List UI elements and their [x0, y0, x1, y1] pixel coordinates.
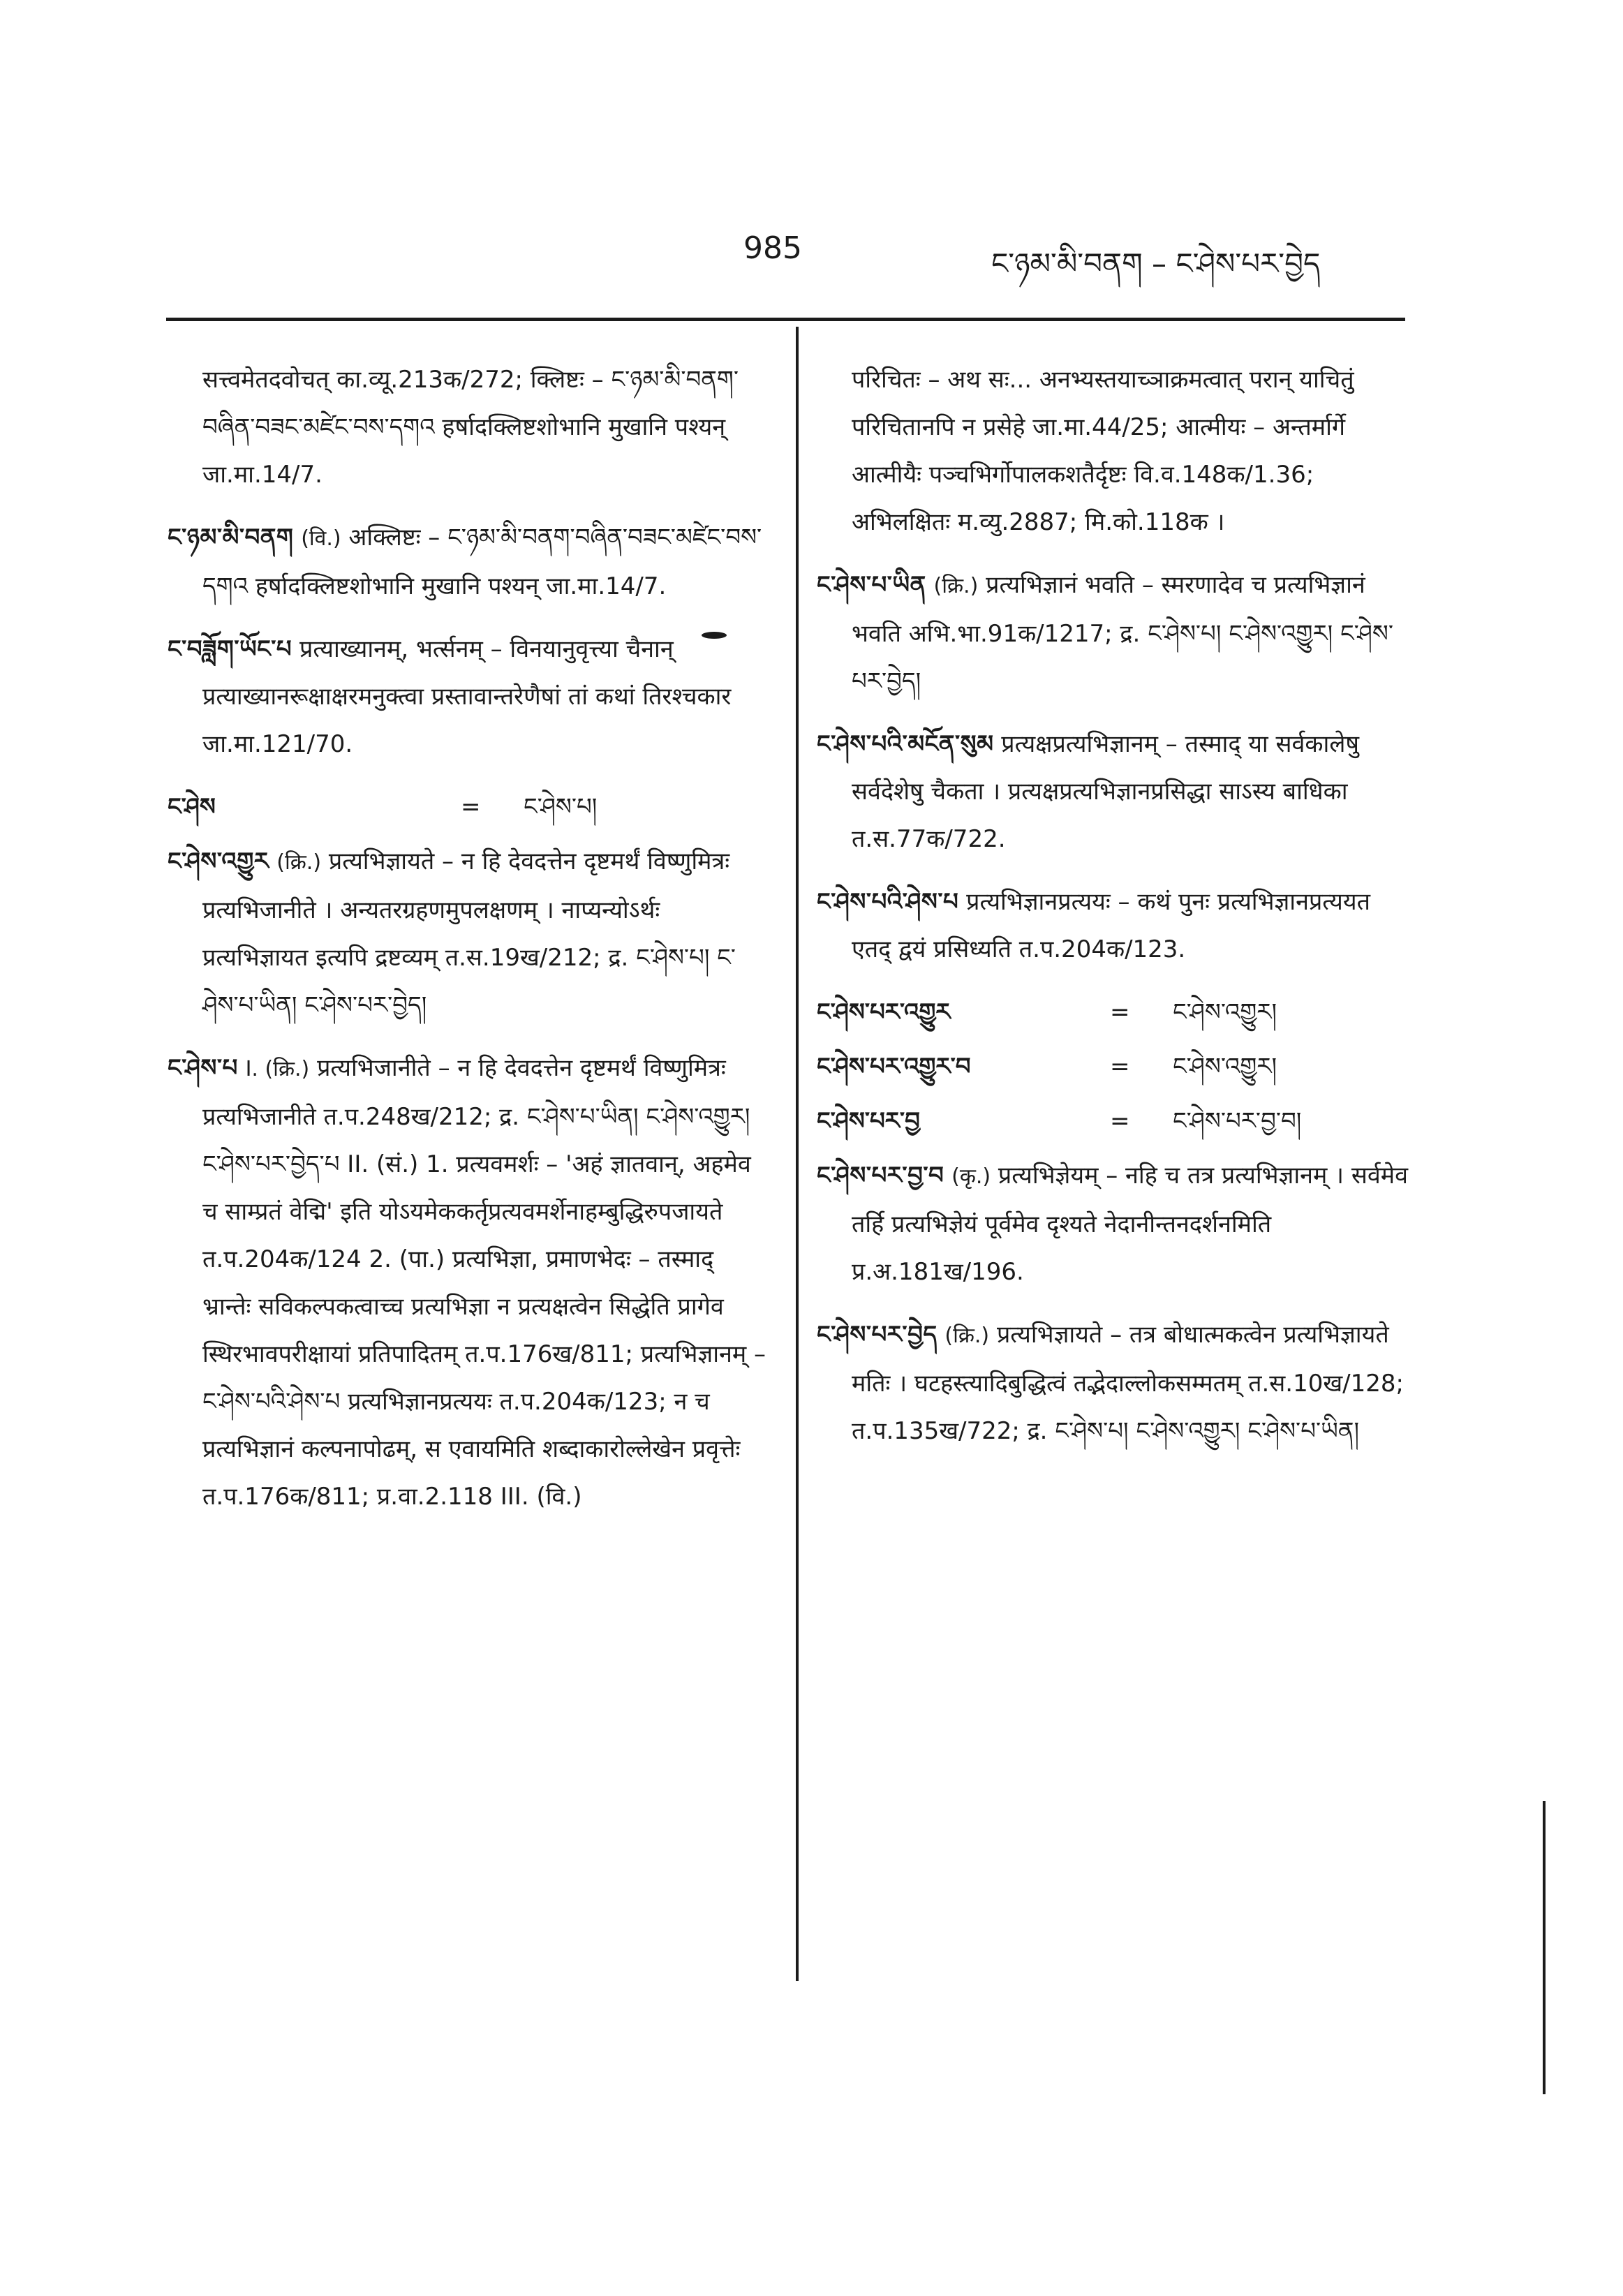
dictionary-entry — [168, 1044, 768, 1520]
entry-definition: प्रत्यभिज्ञानप्रत्ययः – कथं पुनः प्रत्यभिज्ञानप्रत्ययत एतद् द्वयं प्रसिध्यति त.प.204क/123. — [852, 888, 1370, 963]
entry-definition: प्रत्यभिज्ञेयम् – नहि च तत्र प्रत्यभिज्ञानम् । सर्वमेव तर्हि प्रत्यभिज्ञेयं पूर्वमेव दृश्यते नेदानीन्तनदर्शनमिति प्र.अ.181ख/196. — [852, 1162, 1408, 1286]
entry-grammar: I. (क्रि.) — [245, 1057, 310, 1081]
equals-sign: = — [1110, 1107, 1130, 1135]
entry-headword: ང་ཤེས་པའི་ཤེས་པ — [817, 888, 959, 916]
entry-definition: प्रत्यभिज्ञायते – तत्र बोधात्मकत्वेन प्रत्यभिज्ञायते मतिः । घटहस्त्यादिबुद्धित्वं तद्भेदाल्लोकसम्मतम् त.स.10ख/128; त.प.135ख/722; द्र. ང་ཤེས་པ། ང་ཤེས་འགྱུར། ང་ཤེས་པ་ཡིན། — [852, 1321, 1404, 1445]
cross-ref-headword: ང་ཤེས་པར་འགྱུར — [817, 998, 951, 1026]
dictionary-entry — [817, 720, 1417, 863]
equals-sign: = — [461, 793, 481, 821]
entry-grammar: (क्रि.) — [944, 1324, 990, 1348]
entry-definition: प्रत्यभिज्ञानं भवति – स्मरणादेव च प्रत्यभिज्ञानं भवति अभि.भा.91क/1217; द्र. ང་ཤེས་པ། ང་ཤེས་འགྱུར། ང་ཤེས་པར་བྱེད། — [852, 571, 1393, 695]
page-number: 985 — [743, 230, 802, 266]
entry-headword: ང་ཤེས་པར་བྱེད — [817, 1321, 938, 1349]
entry-headword: ང་བཟློག་ཡོང་པ — [168, 635, 292, 663]
entry-definition: प्रत्यभिजानीते – न हि देवदत्तेन दृष्टमर्थं विष्णुमित्रः प्रत्यभिजानीते त.प.248ख/212; द्र. ང་ཤེས་པ་ཡིན། ང་ཤེས་འགྱུར། ང་ཤེས་པར་བྱེད་པ II. (सं.) 1. प्रत्यवमर्शः – 'अहं ज्ञातवान्, अहमेव च साम्प्रतं वेद्मि' इति योऽयमेककर्तृप्रत्यवमर्शेनाहम्बुद्धिरुपजायते त.प.204क/124 2. (पा.) प्रत्यभिज्ञा, प्रमाणभेदः – तस्माद् भ्रान्तेः सविकल्पकत्वाच्च प्रत्यभिज्ञा न प्रत्यक्षत्वेन सिद्धेति प्रागेव स्थिरभावपरीक्षायां प्रतिपादितम् त.प.176ख/811; प्रत्यभिज्ञानम् – ང་ཤེས་པའི་ཤེས་པ प्रत्यभिज्ञानप्रत्ययः त.प.204क/123; न च प्रत्यभिज्ञानं कल्पनापोढम्, स एवायमिति शब्दाकारोल्लेखेन प्रवृत्तेः त.प.176क/811; प्र.वा.2.118 III. (वि.) — [202, 1054, 766, 1511]
entry-continuation: सत्त्वमेतदवोचत् का.व्यू.213क/272; क्लिष्टः – ང་ཉམ་མི་བནག་བཞིན་བཟང་མཛེང་བས་དགའ हर्षादक्लिष्टशोभानि मुखानि पश्यन् जा.मा.14/7. — [202, 366, 739, 489]
cross-reference — [817, 1043, 1417, 1090]
cross-reference — [817, 988, 1417, 1036]
margin-bar — [1543, 1801, 1546, 2094]
entry-definition: प्रत्यक्षप्रत्यभिज्ञानम् – तस्माद् या सर्वकालेषु सर्वदेशेषु चैकता । प्रत्यक्षप्रत्यभिज्ञानप्रसिद्धा साऽस्य बाधिका त.स.77क/722. — [852, 730, 1360, 853]
dictionary-entry — [817, 1152, 1417, 1296]
left-column — [168, 356, 768, 1536]
header-rule — [166, 318, 1405, 321]
entry-grammar: (क्रि.) — [276, 850, 322, 875]
equals-sign: = — [1110, 1053, 1130, 1081]
cross-ref-target: ང་ཤེས་འགྱུར། — [1173, 998, 1277, 1026]
cross-ref-headword: ང་ཤེས་པར་བྱ — [817, 1107, 920, 1135]
cross-ref-target: ང་ཤེས་པ། — [524, 793, 598, 821]
entry-definition: प्रत्यभिज्ञायते – न हि देवदत्तेन दृष्टमर्थं विष्णुमित्रः प्रत्यभिजानीते । अन्यतरग्रहणमुपलक्षणम् । नाप्यन्योऽर्थः प्रत्यभिज्ञायत इत्यपि द्रष्टव्यम् त.स.19ख/212; द्र. ང་ཤེས་པ། ང་ཤེས་པ་ཡིན། ང་ཤེས་པར་བྱེད། — [202, 847, 736, 1019]
cross-ref-headword: ང་ཤེས — [168, 793, 216, 821]
dictionary-entry — [817, 561, 1417, 705]
cross-ref-headword: ང་ཤེས་པར་འགྱུར་བ — [817, 1053, 971, 1081]
entry-headword: ང་ཤེས་པའི་མངོན་སུམ — [817, 730, 994, 758]
dictionary-entry — [168, 625, 768, 768]
cross-ref-target: ང་ཤེས་པར་བྱ་བ། — [1173, 1107, 1302, 1135]
entry-headword: ང་ཤེས་པ — [168, 1054, 238, 1082]
entry-definition: अक्लिष्टः – ང་ཉམ་མི་བནག་བཞིན་བཟང་མཛེང་བས་དགའ हर्षादक्लिष्टशोभानि मुखानि पश्यन् जा.मा.14/7. — [202, 524, 762, 600]
entry-continuation: परिचितः – अथ सः... अनभ्यस्तयाच्ञाक्रमत्वात् परान् याचितुं परिचितानपि न प्रसेहे जा.मा.44/25; आत्मीयः – अन्तर्मार्गे आत्मीयैः पञ्चभिर्गोपालकशतैर्दृष्टः वि.व.148क/1.36; अभिलक्षितः म.व्यु.2887; मि.को.118क । — [852, 366, 1354, 536]
entry-grammar: (क्रि.) — [933, 574, 979, 598]
right-column — [817, 356, 1417, 1470]
dictionary-entry — [168, 514, 768, 610]
entry-definition: प्रत्याख्यानम्, भर्त्सनम् – विनयानुवृत्त्या चैनान् प्रत्याख्यानरूक्षाक्षरमनुक्त्वा प्रस्तावान्तरेणैषां तां कथां तिरश्चकार जा.मा.121/70. — [202, 635, 732, 758]
column-divider — [796, 327, 799, 1981]
cross-ref-target: ང་ཤེས་འགྱུར། — [1173, 1053, 1277, 1081]
cross-reference — [817, 1097, 1417, 1145]
entry-headword: ང་ཤེས་པར་བྱ་བ — [817, 1162, 944, 1190]
entry-grammar: (कृ.) — [951, 1164, 991, 1189]
cross-reference — [168, 783, 768, 831]
guide-words: ང་ཉམ་མི་བནག – ང་ཤེས་པར་བྱེད — [991, 246, 1321, 281]
entry-grammar: (वि.) — [301, 526, 341, 551]
dictionary-entry — [817, 1311, 1417, 1455]
equals-sign: = — [1110, 998, 1130, 1026]
entry-headword: ང་ཉམ་མི་བནག — [168, 524, 294, 551]
entry-headword: ང་ཤེས་པ་ཡིན — [817, 571, 926, 599]
dictionary-entry — [168, 838, 768, 1029]
dictionary-entry — [817, 878, 1417, 973]
entry-headword: ང་ཤེས་འགྱུར — [168, 847, 269, 875]
